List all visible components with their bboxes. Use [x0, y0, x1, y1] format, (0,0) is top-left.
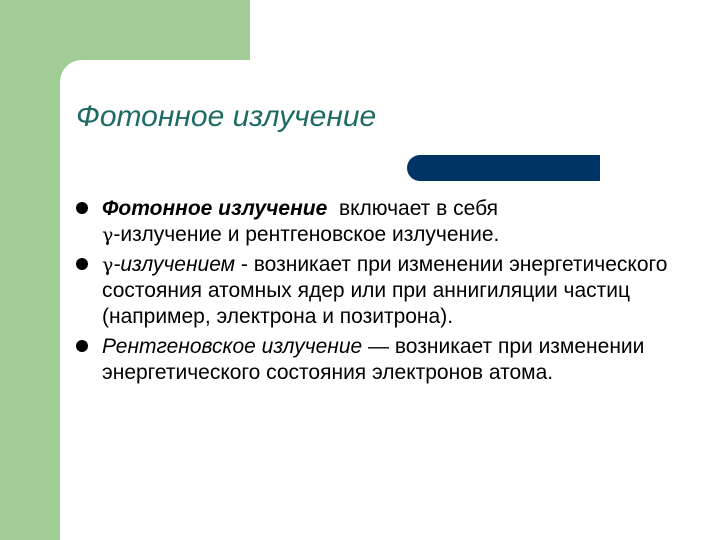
list-item [74, 252, 694, 330]
list-item [74, 196, 694, 248]
slide-title: Фотонное излучение [76, 100, 377, 133]
bullet-dot [76, 258, 88, 270]
list-item [74, 334, 694, 386]
term-photon-radiation: Фотонное излучение [102, 197, 328, 220]
bullet-list [74, 196, 694, 390]
term-gamma-radiation: -излучением [113, 253, 236, 276]
term-xray-radiation: Рентгеновское излучение [102, 335, 363, 358]
bullet-dot [76, 202, 88, 214]
gamma-symbol: γ [102, 224, 114, 246]
item-text: -излучение и рентгеновское излучение. [113, 223, 500, 246]
item-text: включает в себя [338, 197, 499, 220]
bullet-dot [76, 340, 88, 352]
item-text: - возникает при изменении энергетического состояния атомных ядер или при аннигиляции частиц (например, электрона и позитрона). [102, 253, 668, 328]
item-text: — возникает при изменении энергетического состояния электронов атома. [102, 335, 645, 384]
gamma-symbol: γ [102, 254, 114, 276]
